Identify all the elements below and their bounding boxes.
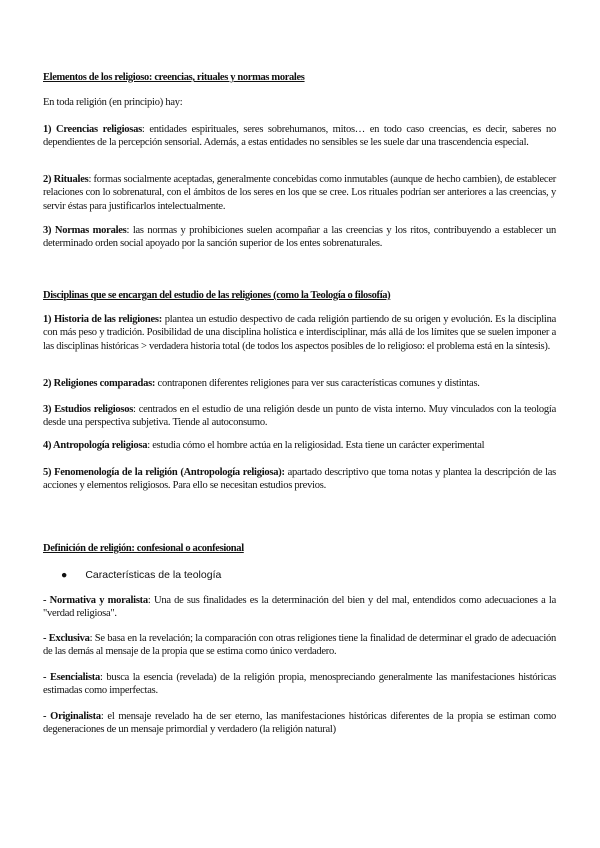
term-estudios: 3) Estudios religiosos	[43, 404, 134, 415]
term-originalista: - Originalista	[43, 711, 101, 722]
text-creencias: : entidades espirituales, seres sobrehumanos, mitos… en todo caso creencias, es decir, saberes no dependientes de la percepción sensorial. Además, a estas entidades no sensibles se les suele dar una trascendencia especial.	[43, 124, 556, 149]
text-originalista: : el mensaje revelado ha de ser eterno, las manifestaciones históricas diferentes de la propia se estiman como degeneraciones de un mensaje primordial y verdadero (la religión natural)	[43, 711, 556, 736]
paragraph-rituales	[43, 173, 556, 213]
intro-paragraph: En toda religión (en principio) hay:	[43, 97, 183, 108]
paragraph-historia	[43, 313, 556, 353]
paragraph-fenomenologia	[43, 466, 556, 493]
paragraph-exclusiva	[43, 632, 556, 659]
text-comparadas: contraponen diferentes religiones para ver sus características comunes y distintas.	[155, 378, 480, 389]
paragraph-esencialista	[43, 671, 556, 698]
paragraph-normativa	[43, 594, 556, 621]
term-normas: 3) Normas morales	[43, 225, 127, 236]
text-normativa: : Una de sus finalidades es la determinación del bien y del mal, entendidos como adecuaciones a la "verdad religiosa".	[43, 595, 556, 620]
text-antropologia: : estudia cómo el hombre actúa en la religiosidad. Esta tiene un carácter experimental	[147, 440, 485, 451]
paragraph-normas	[43, 224, 556, 251]
section-heading-definition: Definición de religión: confesional o aconfesional	[43, 543, 244, 554]
bullet-icon: ●	[61, 569, 68, 581]
term-creencias: 1) Creencias religiosas	[43, 124, 142, 135]
paragraph-comparadas	[43, 377, 556, 390]
section-heading-elements: Elementos de los religioso: creencias, rituales y normas morales	[43, 72, 305, 83]
text-historia: plantea un estudio despectivo de cada religión partiendo de su origen y evolución. Es la disciplina con más peso y tradición. Posibilidad de una disciplina holística e interdisciplinar, más allá de los límites que se suelen imponer a las disciplinas históricas > verdadera historia total (de todos los aspectos posibles de lo religioso: el problema está en la síntesis).	[43, 314, 556, 352]
term-fenomenologia: 5) Fenomenología de la religión (Antropología religiosa):	[43, 467, 285, 478]
text-rituales: : formas socialmente aceptadas, generalmente concebidas como inmutables (aunque de hecho cambien), de establecer relaciones con lo sobrenatural, con el ámbitos de los seres en los que se cree. Los rituales podrían ser anteriores a las creencias, y servir éstas para justificarlos intelectualmente.	[43, 174, 556, 212]
text-normas: : las normas y prohibiciones suelen acompañar a las creencias y los ritos, contribuyendo a establecer un determinado orden social apoyado por la sanción superior de los entes sobrenaturales.	[43, 225, 556, 250]
paragraph-originalista	[43, 710, 556, 737]
paragraph-antropologia	[43, 439, 556, 452]
bullet-text: Características de la teología	[85, 569, 222, 581]
term-esencialista: - Esencialista	[43, 672, 101, 683]
text-exclusiva: : Se basa en la revelación; la comparación con otras religiones tiene la finalidad de determinar el grado de adecuación de las demás al mensaje de la propia que se estima como único verdadero.	[43, 633, 557, 658]
text-esencialista: : busca la esencia (revelada) de la religión propia, menospreciando generalmente las manifestaciones históricas estimadas como imperfectas.	[43, 672, 556, 697]
bullet-item	[61, 569, 221, 581]
term-exclusiva: - Exclusiva	[43, 633, 90, 644]
term-historia: 1) Historia de las religiones:	[43, 314, 163, 325]
text-fenomenologia: apartado descriptivo que toma notas y plantea la descripción de las acciones y elementos religiosos. Para ello se necesitan estudios previos.	[43, 467, 556, 492]
term-normativa: - Normativa y moralista	[43, 595, 148, 606]
paragraph-creencias	[43, 123, 556, 150]
paragraph-estudios	[43, 403, 556, 430]
term-rituales: 2) Rituales	[43, 174, 89, 185]
section-heading-disciplines: Disciplinas que se encargan del estudio de las religiones (como la Teología o filosofía)	[43, 290, 391, 301]
term-antropologia: 4) Antropología religiosa	[43, 440, 148, 451]
term-comparadas: 2) Religiones comparadas:	[43, 378, 156, 389]
text-estudios: : centrados en el estudio de una religión desde un punto de vista interno. Muy vinculados con la teología desde una perspectiva subjetiva. Tiende al autoconsumo.	[43, 404, 556, 429]
